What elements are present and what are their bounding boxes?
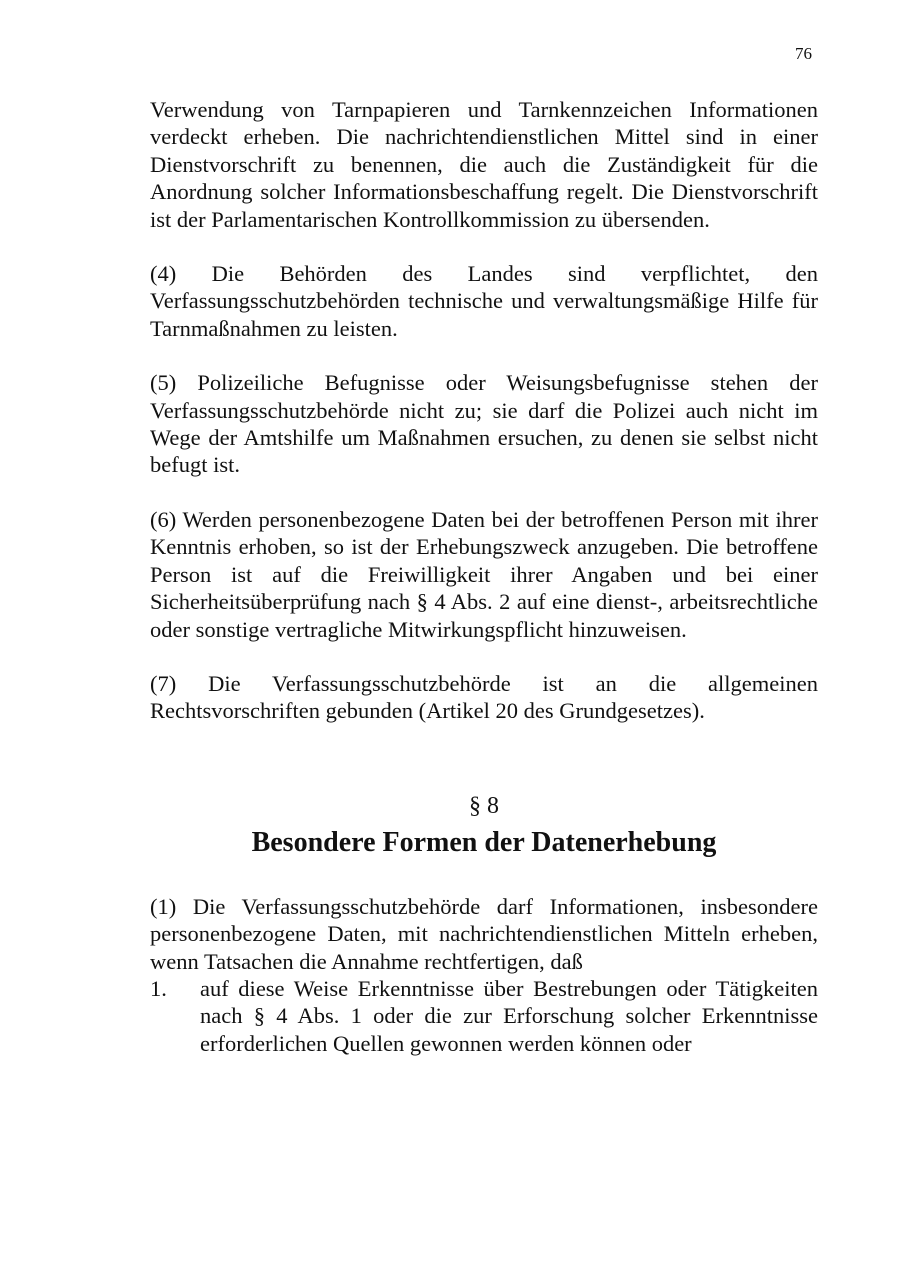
paragraph-continuation: Verwendung von Tarnpapieren und Tarnkennzeichen Informationen verdeckt erheben. Die nachrichtendienstlichen Mittel sind in einer Dienstvorschrift zu benennen, die auch die Zuständigkeit für die Anordnung solcher Informationsbeschaffung regelt. Die Dienstvorschrift ist der Parlamentarischen Kontrollkommission zu übersenden. xyxy=(150,97,818,232)
paragraph-7: (7) Die Verfassungsschutzbehörde ist an die allgemeinen Rechtsvorschriften gebunden (Artikel 20 des Grundgesetzes). xyxy=(150,670,818,724)
section-title: Besondere Formen der Datenerhebung xyxy=(251,826,717,858)
list-marker: 1. xyxy=(150,975,167,1001)
document-body xyxy=(150,96,818,1057)
list-item-text: auf diese Weise Erkenntnisse über Bestrebungen oder Tätigkeiten nach § 4 Abs. 1 oder die zur Erforschung solcher Erkenntnisse erforderlichen Quellen gewonnen werden können oder xyxy=(200,975,818,1056)
paragraph-6: (6) Werden personenbezogene Daten bei der betroffenen Person mit ihrer Kenntnis erhoben, so ist der Erhebungszweck anzugeben. Die betroffene Person ist auf die Freiwilligkeit ihrer Angaben und bei einer Sicherheitsüberprüfung nach § 4 Abs. 2 auf eine dienst-, arbeitsrechtliche oder sonstige vertragliche Mitwirkungspflicht hinzuweisen. xyxy=(150,506,818,642)
list-item xyxy=(150,975,818,1057)
page-number: 76 xyxy=(795,44,812,63)
section-intro: (1) Die Verfassungsschutzbehörde darf Informationen, insbesondere personenbezogene Daten, mit nachrichtendienstlichen Mitteln erheben, wenn Tatsachen die Annahme rechtfertigen, daß xyxy=(150,893,818,974)
section-number: § 8 xyxy=(469,792,499,819)
paragraph-5: (5) Polizeiliche Befugnisse oder Weisungsbefugnisse stehen der Verfassungsschutzbehörde nicht zu; sie darf die Polizei auch nicht im Wege der Amtshilfe um Maßnahmen ersuchen, zu denen sie selbst nicht befugt ist. xyxy=(150,370,818,478)
paragraph-4: (4) Die Behörden des Landes sind verpflichtet, den Verfassungsschutzbehörden technische und verwaltungsmäßige Hilfe für Tarnmaßnahmen zu leisten. xyxy=(150,261,818,341)
